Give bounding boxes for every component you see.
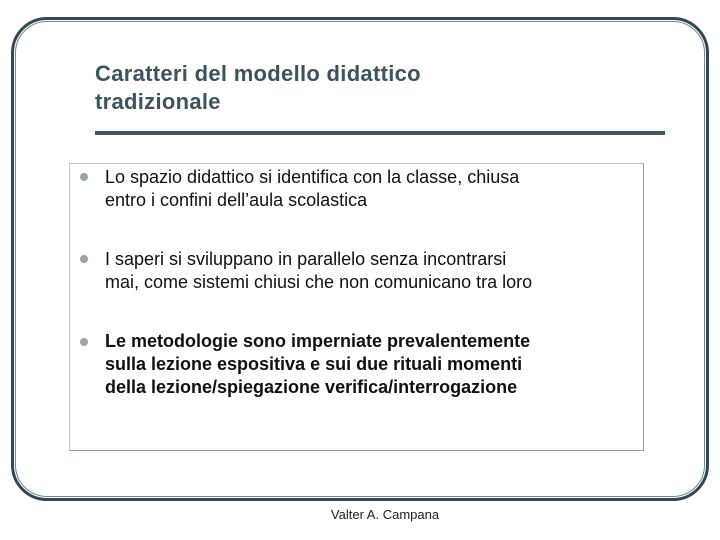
- bullet-2-line-2: mai, come sistemi chiusi che non comunicano tra loro: [105, 272, 533, 292]
- bullet-dot-2: [80, 255, 88, 263]
- slide-title: [95, 60, 615, 116]
- bullet-3-line-2: sulla lezione espositiva e sui due rituali momenti: [105, 354, 523, 374]
- bullet-item-1: [105, 166, 640, 212]
- bullet-3-line-1: Le metodologie sono imperniate prevalentemente: [105, 331, 531, 351]
- bullet-1-line-1: Lo spazio didattico si identifica con la classe, chiusa: [105, 167, 520, 187]
- slide-title-line-2: tradizionale: [95, 89, 221, 114]
- slide-title-line-1: Caratteri del modello didattico: [95, 61, 421, 86]
- bullet-item-3: [105, 330, 640, 399]
- footer-author: Valter A. Campana: [330, 507, 440, 522]
- bullet-3-line-3: della lezione/spiegazione verifica/interrogazione: [105, 377, 518, 397]
- bullet-item-2: [105, 248, 640, 294]
- bullet-dot-3: [80, 338, 88, 346]
- bullet-2-line-1: I saperi si sviluppano in parallelo senza incontrarsi: [105, 249, 507, 269]
- title-divider: [95, 131, 665, 135]
- bullet-1-line-2: entro i confini dell’aula scolastica: [105, 190, 368, 210]
- bullet-dot-1: [80, 173, 88, 181]
